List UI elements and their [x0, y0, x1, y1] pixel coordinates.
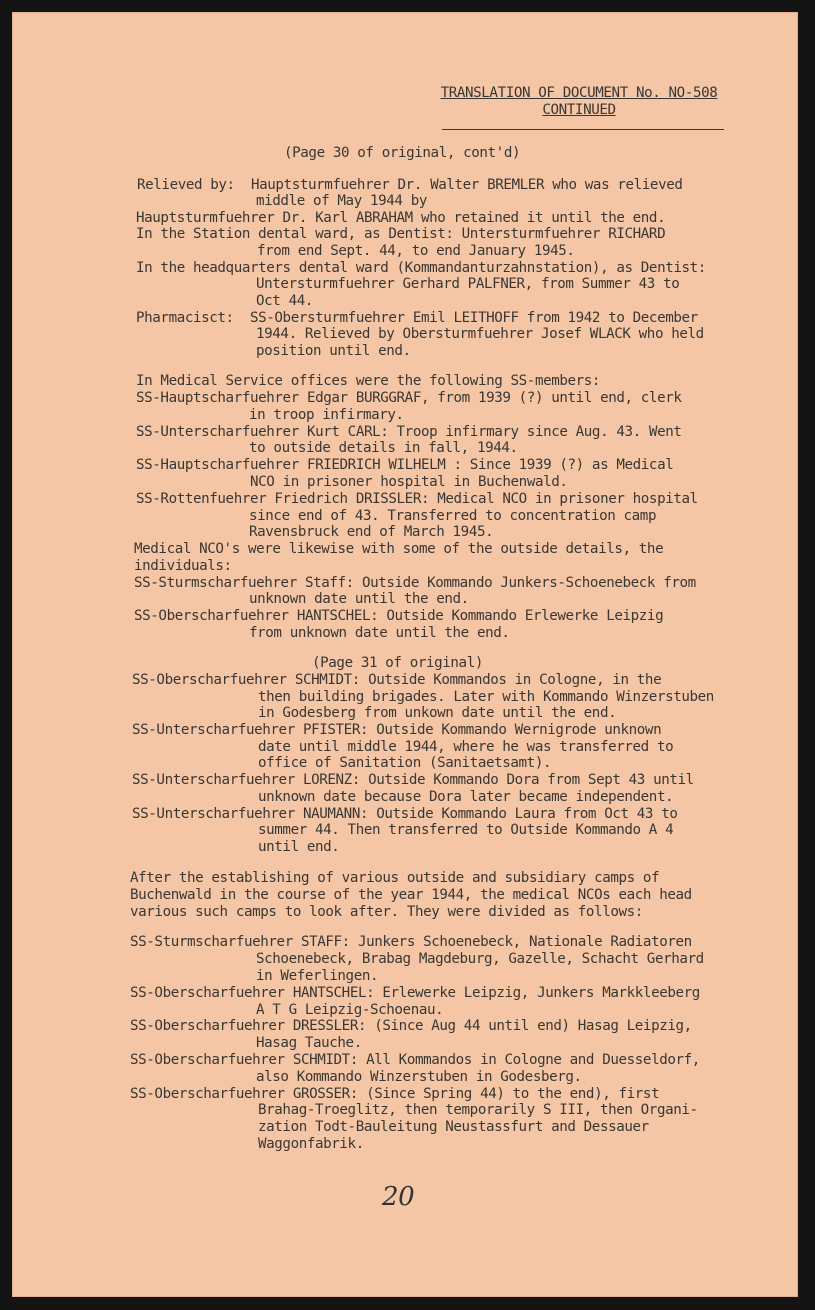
paragraph-line: date until middle 1944, where he was transferred to: [258, 739, 674, 755]
paragraph-line: NCO in prisoner hospital in Buchenwald.: [250, 474, 568, 490]
paragraph-line: Waggonfabrik.: [258, 1136, 364, 1152]
paragraph-line: unknown date because Dora later became independent.: [258, 789, 674, 805]
header-rule: [442, 129, 724, 130]
paragraph-line: SS-Unterscharfuehrer PFISTER: Outside Kommando Wernigrode unknown: [132, 722, 662, 738]
paragraph-line: SS-Unterscharfuehrer NAUMANN: Outside Kommando Laura from Oct 43 to: [132, 806, 678, 822]
paragraph-line: to outside details in fall, 1944.: [249, 440, 518, 456]
paragraph-line: unknown date until the end.: [249, 591, 469, 607]
paragraph-line: SS-Oberscharfuehrer HANTSCHEL: Outside Kommando Erlewerke Leipzig: [134, 608, 664, 624]
paragraph-line: Untersturmfuehrer Gerhard PALFNER, from Summer 43 to: [256, 276, 680, 292]
paragraph-line: SS-Oberscharfuehrer SCHMIDT: All Kommandos in Cologne and Duesseldorf,: [130, 1052, 700, 1068]
paragraph-line: SS-Unterscharfuehrer LORENZ: Outside Kommando Dora from Sept 43 until: [132, 772, 694, 788]
paragraph-line: SS-Sturmscharfuehrer STAFF: Junkers Schoenebeck, Nationale Radiatoren: [130, 934, 692, 950]
paragraph-line: In the headquarters dental ward (Kommandanturzahnstation), as Dentist:: [136, 260, 706, 276]
paragraph-line: Oct 44.: [256, 293, 313, 309]
paragraph-line: Pharmacisct: SS-Obersturmfuehrer Emil LEITHOFF from 1942 to December: [136, 310, 698, 326]
paragraph-line: SS-Oberscharfuehrer DRESSLER: (Since Aug 44 until end) Hasag Leipzig,: [130, 1018, 692, 1034]
paragraph-line: individuals:: [134, 558, 232, 574]
header-title: TRANSLATION OF DOCUMENT No. NO-508: [440, 85, 718, 101]
paragraph-line: summer 44. Then transferred to Outside Kommando A 4: [258, 822, 674, 838]
paragraph-line: SS-Rottenfuehrer Friedrich DRISSLER: Medical NCO in prisoner hospital: [136, 491, 698, 507]
paragraph-line: Schoenebeck, Brabag Magdeburg, Gazelle, Schacht Gerhard: [256, 951, 704, 967]
paragraph-line: SS-Oberscharfuehrer GROSSER: (Since Spring 44) to the end), first: [130, 1086, 660, 1102]
paragraph-line: from end Sept. 44, to end January 1945.: [257, 243, 575, 259]
paragraph-line: Medical NCO's were likewise with some of the outside details, the: [134, 541, 664, 557]
page-note: (Page 31 of original): [312, 655, 483, 671]
paragraph-line: Relieved by: Hauptsturmfuehrer Dr. Walter BREMLER who was relieved: [137, 177, 683, 193]
document-sheet: [12, 12, 798, 1297]
paragraph-line: from unknown date until the end.: [249, 625, 510, 641]
paragraph-line: also Kommando Winzerstuben in Godesberg.: [256, 1069, 582, 1085]
paragraph-line: in troop infirmary.: [249, 407, 404, 423]
paragraph-line: SS-Unterscharfuehrer Kurt CARL: Troop infirmary since Aug. 43. Went: [136, 424, 682, 440]
paragraph-line: in Weferlingen.: [256, 968, 379, 984]
paragraph-line: A T G Leipzig-Schoenau.: [256, 1002, 444, 1018]
paragraph-line: various such camps to look after. They were divided as follows:: [130, 904, 643, 920]
paragraph-line: since end of 43. Transferred to concentration camp: [249, 508, 657, 524]
paragraph-line: until end.: [258, 839, 340, 855]
paragraph-line: SS-Hauptscharfuehrer Edgar BURGGRAF, from 1939 (?) until end, clerk: [136, 390, 682, 406]
paragraph-line: then building brigades. Later with Kommando Winzerstuben: [258, 689, 714, 705]
paragraph-line: 1944. Relieved by Obersturmfuehrer Josef WLACK who held: [256, 326, 704, 342]
paragraph-line: After the establishing of various outside and subsidiary camps of: [130, 870, 660, 886]
paragraph-line: Hauptsturmfuehrer Dr. Karl ABRAHAM who retained it until the end.: [136, 210, 666, 226]
handwritten-page-number: 20: [382, 1182, 415, 1212]
paragraph-line: In Medical Service offices were the following SS-members:: [136, 373, 601, 389]
paragraph-line: zation Todt-Bauleitung Neustassfurt and Dessauer: [258, 1119, 649, 1135]
paragraph-line: SS-Sturmscharfuehrer Staff: Outside Kommando Junkers-Schoenebeck from: [134, 575, 696, 591]
header-subtitle: CONTINUED: [542, 102, 616, 118]
paragraph-line: middle of May 1944 by: [256, 193, 427, 209]
paragraph-line: In the Station dental ward, as Dentist: Untersturmfuehrer RICHARD: [136, 226, 666, 242]
document-header: [434, 85, 724, 119]
page-note: (Page 30 of original, cont'd): [284, 145, 521, 161]
paragraph-line: SS-Hauptscharfuehrer FRIEDRICH WILHELM : Since 1939 (?) as Medical: [136, 457, 674, 473]
paragraph-line: SS-Oberscharfuehrer SCHMIDT: Outside Kommandos in Cologne, in the: [132, 672, 662, 688]
document-text: [12, 12, 798, 1297]
paragraph-line: in Godesberg from unkown date until the end.: [258, 705, 617, 721]
paragraph-line: Ravensbruck end of March 1945.: [249, 524, 494, 540]
paragraph-line: Buchenwald in the course of the year 1944, the medical NCOs each head: [130, 887, 692, 903]
paragraph-line: Brahag-Troeglitz, then temporarily S III, then Organi-: [258, 1102, 698, 1118]
paragraph-line: office of Sanitation (Sanitaetsamt).: [258, 755, 552, 771]
paragraph-line: Hasag Tauche.: [256, 1035, 362, 1051]
paragraph-line: SS-Oberscharfuehrer HANTSCHEL: Erlewerke Leipzig, Junkers Markkleeberg: [130, 985, 700, 1001]
paragraph-line: position until end.: [256, 343, 411, 359]
